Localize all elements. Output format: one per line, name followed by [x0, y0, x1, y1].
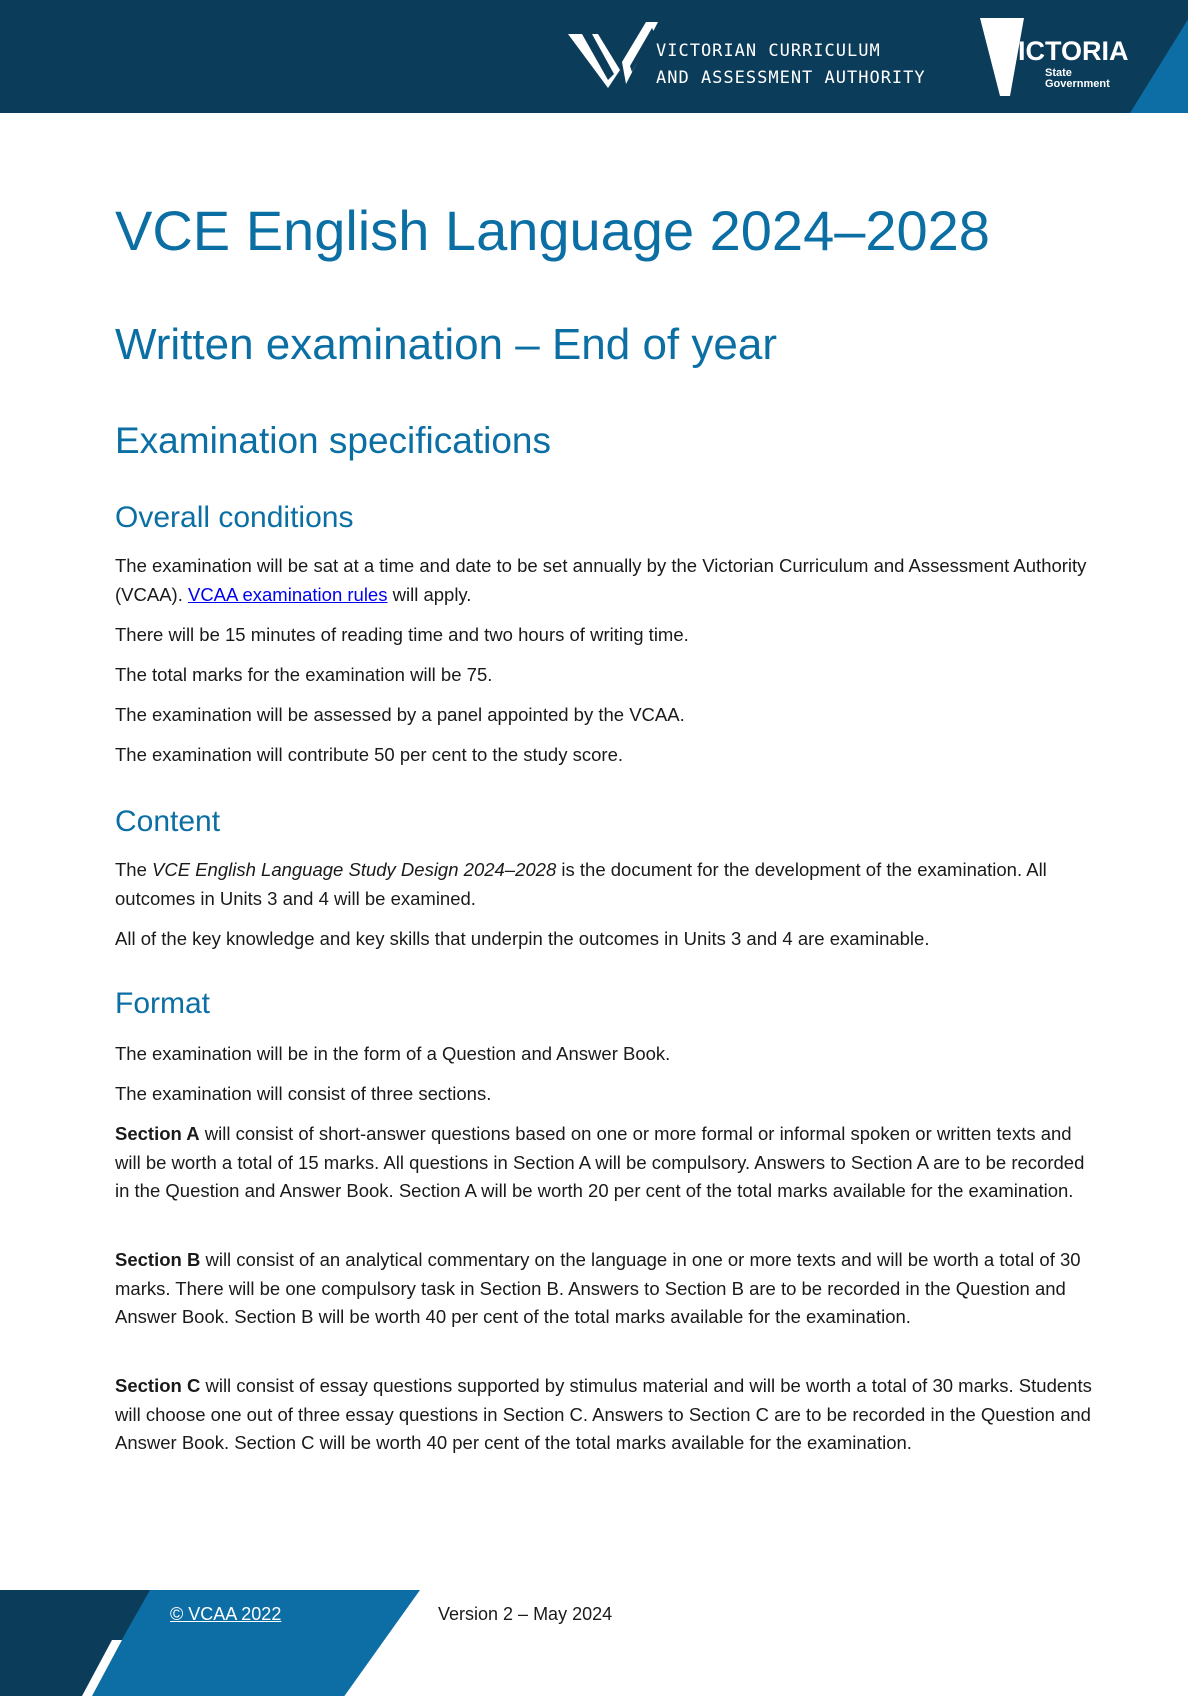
page-title: VCE English Language 2024–2028 [115, 199, 990, 262]
copyright-link[interactable]: © VCAA 2022 [170, 1604, 282, 1624]
state-government-label [1045, 68, 1110, 90]
section-c-text: will consist of essay questions supported by stimulus material and will be worth a total of 30 marks. Students will choose one out of three essay questions in Section C. Answers to Section C are to be recorded in the Question and Answer Book. Section C will be worth 40 per cent of the total marks available for the examination. [115, 1375, 1092, 1453]
page-subtitle: Written examination – End of year [115, 320, 777, 369]
format-heading: Format [115, 987, 211, 1020]
format-paragraph-1: The examination will be in the form of a Question and Answer Book. [115, 1043, 671, 1064]
overall-conditions-heading: Overall conditions [115, 501, 354, 534]
section-c-paragraph [115, 1372, 1095, 1458]
overall-paragraph-3: The total marks for the examination will be 75. [115, 664, 493, 685]
content-paragraph-2: All of the key knowledge and key skills that underpin the outcomes in Units 3 and 4 are examinable. [115, 928, 930, 949]
victoria-wordmark: VICTORIA [1000, 36, 1129, 66]
vcaa-wordmark [656, 38, 926, 92]
overall-p1-text: The examination will be sat at a time and date to be set annually by the Victorian Curriculum and Assessment Authority (VCAA). [115, 555, 1087, 605]
section-b-paragraph [115, 1246, 1095, 1332]
header-banner [0, 0, 1200, 113]
overall-paragraph-5: The examination will contribute 50 per cent to the study score. [115, 744, 623, 765]
vcaa-examination-rules-link[interactable]: VCAA examination rules [187, 583, 388, 605]
section-a-text: will consist of short-answer questions based on one or more formal or informal spoken or written texts and will be worth a total of 15 marks. All questions in Section A will be compulsory. Answers to Section A are to be recorded in the Question and Answer Book. Section A will be worth 20 per cent of the total marks available for the examination. [115, 1123, 1085, 1201]
section-b-label: Section B [115, 1249, 201, 1270]
spec-heading: Examination specifications [115, 420, 551, 461]
section-b-text: will consist of an analytical commentary on the language in one or more texts and will be worth a total of 30 marks. There will be one compulsory task in Section B. Answers to Section B are to be recorded in the Question and Answer Book. Section B will be worth 40 per cent of the total marks available for the examination. [115, 1249, 1081, 1327]
header-corner-edge [1188, 0, 1200, 113]
version-label: Version 2 – May 2024 [438, 1604, 613, 1624]
section-a-paragraph [115, 1120, 1095, 1206]
vcaa-line-2: AND ASSESSMENT AUTHORITY [656, 68, 926, 88]
content-p1-start: The [115, 859, 153, 880]
section-c-label: Section C [115, 1375, 201, 1396]
overall-p1-end: will apply. [387, 583, 472, 605]
vcaa-line-1: VICTORIAN CURRICULUM [656, 41, 881, 61]
overall-paragraph-1 [115, 552, 1095, 609]
section-a-label: Section A [115, 1123, 200, 1144]
content-heading: Content [115, 805, 221, 838]
overall-paragraph-2: There will be 15 minutes of reading time and two hours of writing time. [115, 624, 689, 645]
state-label: State [1045, 67, 1072, 79]
format-paragraph-2: The examination will consist of three sections. [115, 1083, 492, 1104]
overall-paragraph-4: The examination will be assessed by a panel appointed by the VCAA. [115, 704, 685, 725]
study-design-title: VCE English Language Study Design 2024–2028 [152, 859, 557, 880]
content-p1-end: is the document for the development of the examination. All outcomes in Units 3 and 4 will be examined. [115, 859, 1047, 909]
content-paragraph-1 [115, 856, 1095, 913]
government-label: Government [1045, 78, 1110, 90]
